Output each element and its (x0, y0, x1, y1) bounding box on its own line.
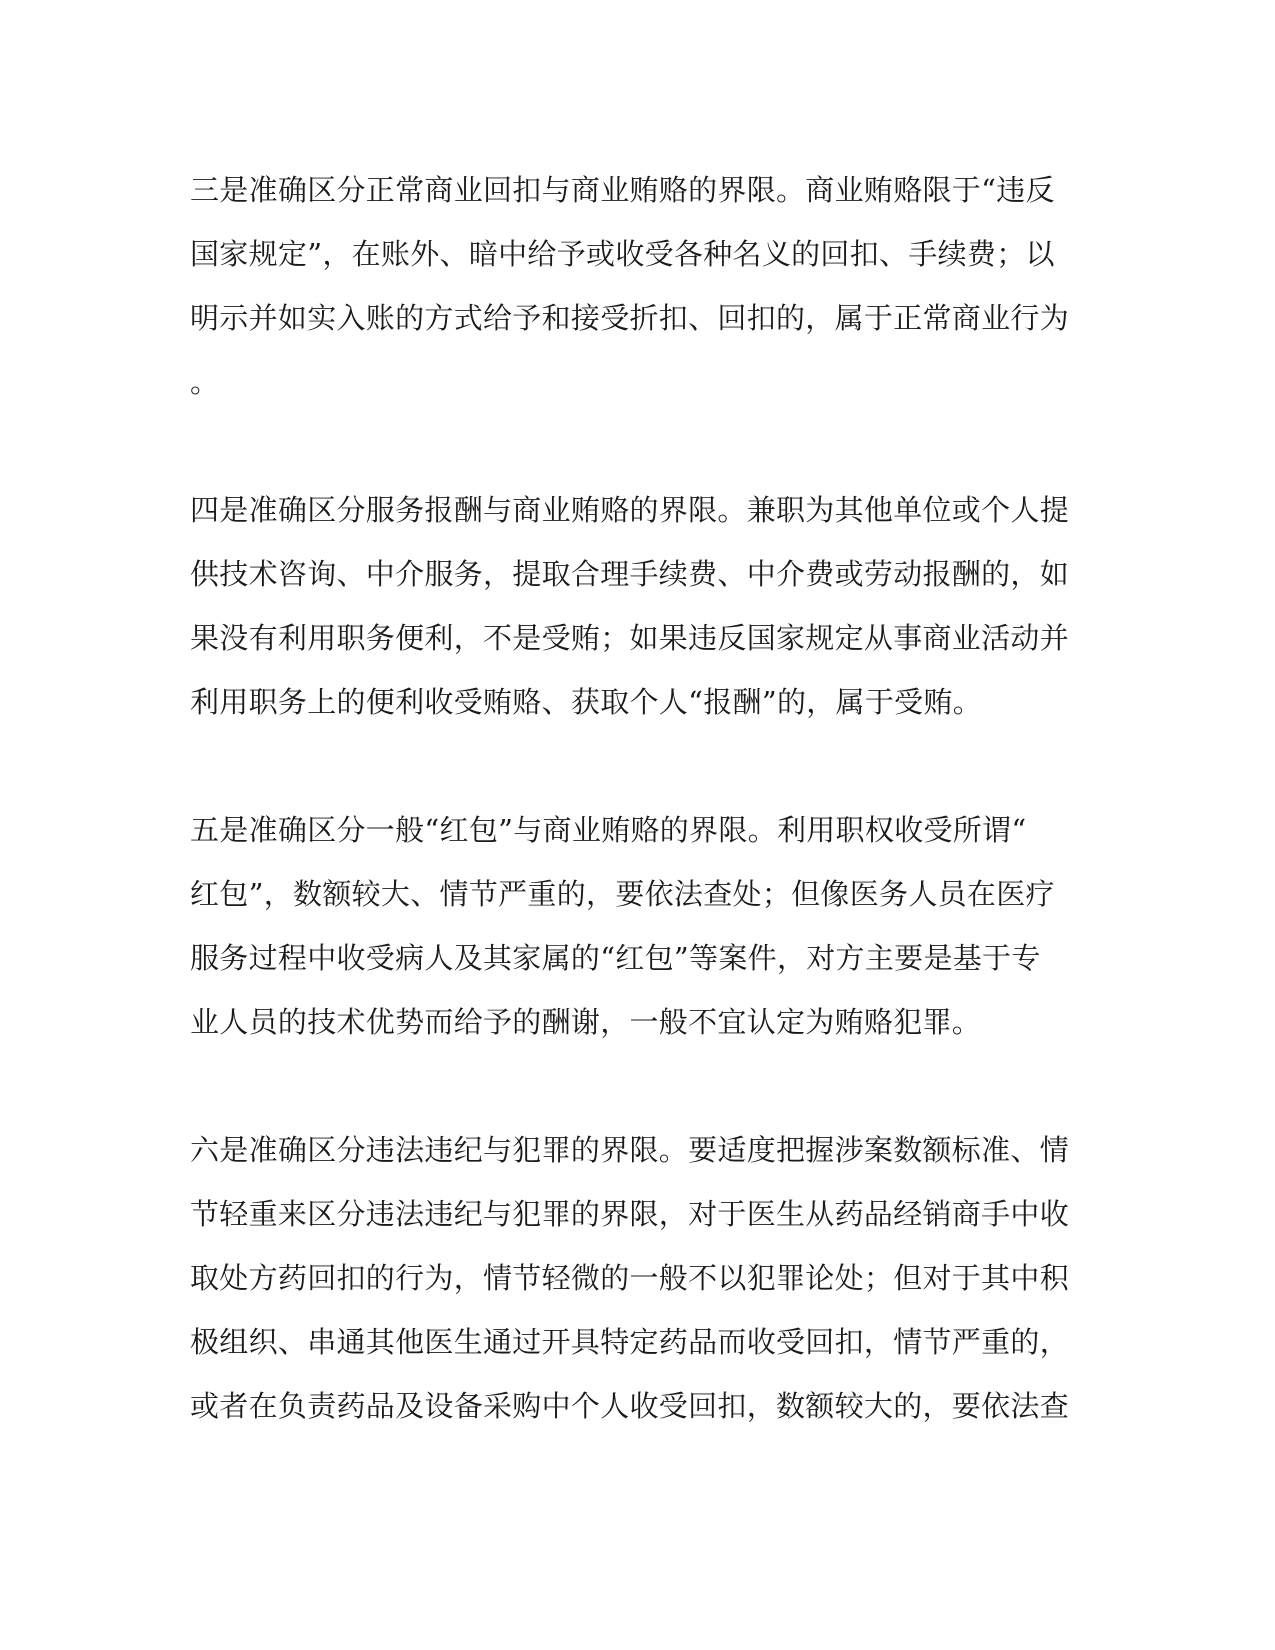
paragraph-1 (190, 158, 1070, 414)
text-line: 利用职务上的便利收受贿赂、获取个人“报酬”的，属于受贿。 (190, 685, 983, 719)
text-line: 业人员的技术优势而给予的酬谢，一般不宜认定为贿赂犯罪。 (190, 1005, 982, 1039)
text-line: 六是准确区分违法违纪与犯罪的界限。要适度把握涉案数额标准、情 (190, 1133, 1070, 1167)
text-line: 国家规定”，在账外、暗中给予或收受各种名义的回扣、手续费；以 (190, 237, 1055, 271)
text-line: 极组织、串通其他医生通过开具特定药品而收受回扣，情节严重的， (190, 1325, 1070, 1359)
text-line: 果没有利用职务便利，不是受贿；如果违反国家规定从事商业活动并 (190, 621, 1070, 655)
paragraph-2 (190, 478, 1070, 734)
text-line: 节轻重来区分违法违纪与犯罪的界限，对于医生从药品经销商手中收 (190, 1197, 1070, 1231)
text-line: 三是准确区分正常商业回扣与商业贿赂的界限。商业贿赂限于“违反 (190, 173, 1055, 207)
text-line: 四是准确区分服务报酬与商业贿赂的界限。兼职为其他单位或个人提 (190, 493, 1070, 527)
text-line: 供技术咨询、中介服务，提取合理手续费、中介费或劳动报酬的，如 (190, 557, 1070, 591)
paragraph-3 (190, 798, 1070, 1054)
text-line: 取处方药回扣的行为，情节轻微的一般不以犯罪论处；但对于其中积 (190, 1261, 1070, 1295)
text-line: 。 (190, 365, 220, 399)
text-line: 服务过程中收受病人及其家属的“红包”等案件，对方主要是基于专 (190, 941, 1041, 975)
text-line: 红包”，数额较大、情节严重的，要依法查处；但像医务人员在医疗 (190, 877, 1055, 911)
paragraph-4 (190, 1118, 1070, 1438)
text-line: 明示并如实入账的方式给予和接受折扣、回扣的，属于正常商业行为 (190, 301, 1070, 335)
text-line: 或者在负责药品及设备采购中个人收受回扣，数额较大的，要依法查 (190, 1389, 1070, 1423)
text-line: 五是准确区分一般“红包”与商业贿赂的界限。利用职权收受所谓“ (190, 813, 1027, 847)
